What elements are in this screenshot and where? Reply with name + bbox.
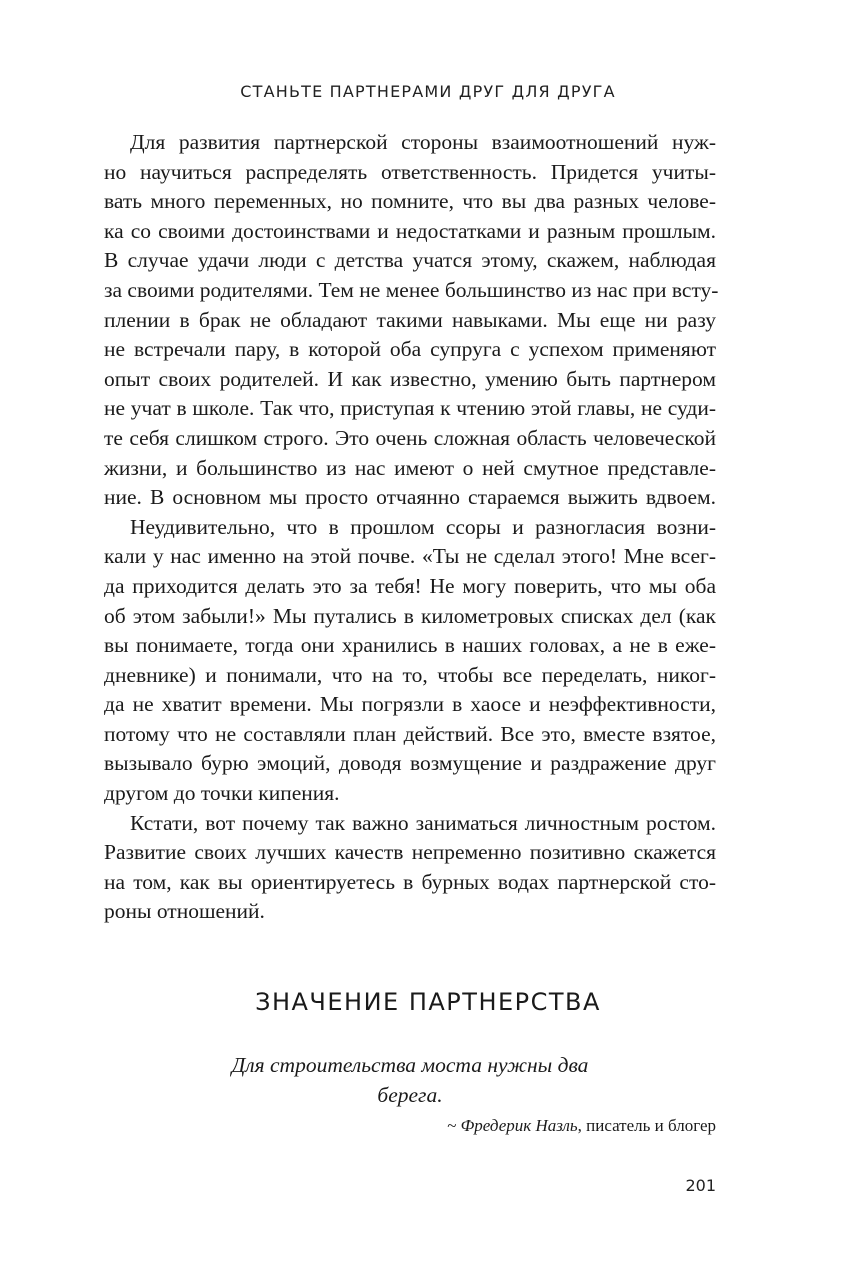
- text-line: опыт своих родителей. И как известно, умению быть партнером: [104, 366, 716, 391]
- epigraph: [104, 1050, 716, 1110]
- text-line: вать много переменных, но помните, что вы два разных челове-: [104, 189, 716, 214]
- text-line: жизни, и большинство из нас имеют о ней смутное представле-: [104, 455, 716, 480]
- text-line: вы понимаете, тогда они хранились в наших головах, а не в еже-: [104, 633, 716, 658]
- text-line: Для развития партнерской стороны взаимоотношений нуж-: [130, 130, 716, 154]
- attribution-role: , писатель и блогер: [577, 1116, 716, 1135]
- text-line: да приходится делать это за тебя! Не могу поверить, что мы оба: [104, 573, 716, 598]
- paragraph-3: [104, 809, 716, 927]
- text-line: об этом забыли!» Мы путались в километровых списках дел (как: [104, 603, 716, 628]
- paragraph-2: [104, 513, 716, 809]
- text-line: потому что не составляли план действий. Все это, вместе взятое,: [104, 721, 716, 746]
- text-line: на том, как вы ориентируетесь в бурных водах партнерской сто-: [104, 869, 716, 894]
- text-line: ние. В основном мы просто отчаянно стараемся выжить вдвоем.: [104, 485, 716, 510]
- epigraph-line: берега.: [377, 1083, 443, 1107]
- text-line: ка со своими достоинствами и недостатками и разным прошлым.: [104, 218, 716, 243]
- body-text: [104, 128, 719, 927]
- attribution-author: Фредерик Назль: [460, 1116, 578, 1135]
- text-line: да не хватит времени. Мы погрязли в хаосе и неэффективности,: [104, 692, 716, 717]
- text-line: плении в брак не обладают такими навыками. Мы еще ни разу: [104, 307, 716, 332]
- section-heading: ЗНАЧЕНИЕ ПАРТНЕРСТВА: [255, 988, 601, 1016]
- text-line: Развитие своих лучших качеств непременно позитивно скажется: [104, 840, 716, 865]
- paragraph-1: [104, 128, 719, 513]
- text-line: кали у нас именно на этой почве. «Ты не сделал этого! Мне всег-: [104, 544, 716, 569]
- text-line: за своими родителями. Тем не менее большинство из нас при всту-: [104, 277, 719, 302]
- text-line: дневнике) и понимали, что на то, чтобы все переделать, никог-: [104, 662, 716, 687]
- text-line: не встречали пару, в которой оба супруга с успехом применяют: [104, 337, 716, 362]
- text-line: В случае удачи люди с детства учатся этому, скажем, наблюдая: [104, 248, 716, 273]
- text-line: но научиться распределять ответственность. Придется учиты-: [104, 159, 716, 184]
- attribution-prefix: ~: [447, 1116, 461, 1135]
- page-number: 201: [685, 1176, 716, 1195]
- text-line: роны отношений.: [104, 899, 265, 924]
- text-line: другом до точки кипения.: [104, 781, 340, 806]
- running-head: СТАНЬТЕ ПАРТНЕРАМИ ДРУГ ДЛЯ ДРУГА: [240, 82, 616, 101]
- text-line: не учат в школе. Так что, приступая к чтению этой главы, не суди-: [104, 396, 716, 421]
- epigraph-attribution: [104, 1116, 716, 1136]
- text-line: те себя слишком строго. Это очень сложная область человеческой: [104, 425, 716, 450]
- text-line: Кстати, вот почему так важно заниматься личностным ростом.: [130, 810, 716, 835]
- text-line: вызывало бурю эмоций, доводя возмущение и раздражение друг: [104, 751, 716, 776]
- text-line: Неудивительно, что в прошлом ссоры и разногласия возни-: [130, 514, 716, 539]
- epigraph-line: Для строительства моста нужны два: [231, 1053, 589, 1077]
